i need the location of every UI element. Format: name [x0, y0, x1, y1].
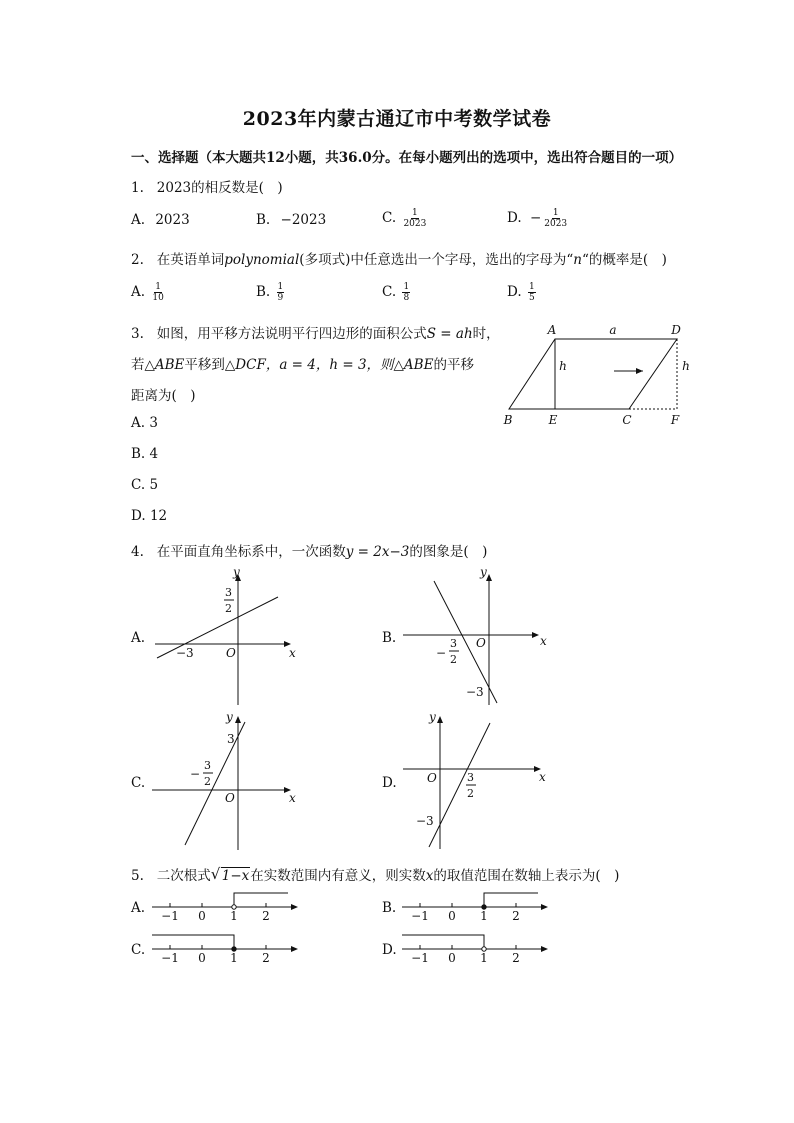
solution-ray [152, 935, 234, 949]
q4-option-c-label: C. [131, 775, 146, 791]
option-label: C. [131, 477, 146, 493]
tick-den: 2 [467, 787, 474, 800]
tick-label: 1 [480, 909, 488, 923]
tick-den: 2 [450, 653, 457, 666]
origin-label: O [427, 771, 437, 785]
minus-sign: − [529, 210, 542, 226]
label-h-right: h [682, 359, 690, 373]
tick-den: 2 [204, 775, 211, 788]
label-h-left: h [559, 359, 567, 373]
fraction: $\frac{1}{2023}$ [544, 208, 568, 229]
tick-y-intercept: −3 [416, 814, 434, 828]
question-number: 2. [131, 252, 144, 268]
parallelogram [509, 339, 677, 409]
question-number: 5. [131, 868, 144, 884]
tick-label: 2 [262, 951, 270, 965]
fraction: $\frac{1}{5}$ [528, 282, 535, 303]
variable: x [425, 868, 434, 884]
tick-num: 3 [225, 586, 232, 599]
label-B: B [503, 413, 513, 427]
option-text: 3 [149, 415, 158, 431]
q2-option-d [507, 282, 536, 303]
stem-part: 平移到 [184, 357, 225, 373]
stem-part: 如图，用平移方法说明平行四边形的面积公式 [156, 326, 427, 342]
option-text: 12 [149, 508, 168, 524]
tick-num: 3 [450, 637, 457, 650]
q5-option-d-label: D. [382, 942, 397, 958]
option-label: D. [507, 210, 522, 226]
x-label: x [539, 770, 546, 784]
y-axis-arrow [437, 716, 443, 723]
stem-part: (多项式)中任意选出一个字母，选出的字母为“ [299, 252, 574, 268]
option-text: 2023 [155, 212, 190, 228]
fraction: $\frac{1}{10}$ [152, 282, 164, 303]
stem-part: 的平移 [433, 357, 474, 373]
option-label: C. [382, 284, 397, 300]
triangle: △ABE [144, 357, 185, 373]
q5-option-a-label: A. [131, 900, 146, 916]
question-3-line-3: 距离为( ) [131, 388, 196, 404]
number-line-a [150, 886, 300, 926]
q2-option-b [256, 282, 284, 303]
origin-label: O [476, 636, 486, 650]
x-label: x [289, 646, 296, 660]
arrow-head [636, 368, 643, 374]
open-point [482, 947, 486, 951]
y-label: y [226, 710, 233, 724]
tick-num: 3 [204, 759, 211, 772]
option-label: B. [131, 446, 146, 462]
stem-part: 的图象是( ) [409, 544, 488, 560]
label-C: C [622, 413, 632, 427]
q3-option-d [131, 508, 167, 524]
number-line-arrow [541, 904, 548, 910]
fraction: $\frac{1}{9}$ [277, 282, 284, 303]
y-label: y [233, 565, 240, 579]
q4-option-b-label: B. [382, 630, 397, 646]
q4-option-a-label: A. [131, 630, 146, 646]
q4-option-d-label: D. [382, 775, 397, 791]
number-line-c [150, 928, 300, 968]
question-number: 3. [131, 326, 144, 342]
question-2 [131, 248, 667, 268]
tick-label: 2 [512, 951, 520, 965]
triangle: △ABE [393, 357, 434, 373]
closed-point [232, 947, 236, 951]
q4-graph-a [150, 563, 310, 708]
option-label: B. [256, 212, 271, 228]
q5-option-b-label: B. [382, 900, 397, 916]
question-4 [131, 540, 487, 560]
question-number: 4. [131, 544, 144, 560]
tick-label: 0 [448, 909, 456, 923]
label-E: E [548, 413, 558, 427]
y-axis-arrow [235, 716, 241, 723]
formula: S = ah [426, 326, 473, 342]
q4-graph-b [400, 563, 560, 708]
negative-sign: − [436, 646, 447, 660]
stem-part: 二次根式 [156, 868, 211, 884]
function-line [185, 722, 245, 845]
y-label: y [480, 565, 487, 579]
option-label: D. [507, 284, 522, 300]
question-1 [131, 176, 283, 196]
question-3-line-2 [131, 353, 474, 373]
tick-label: 0 [198, 951, 206, 965]
math-letter: n [573, 252, 582, 268]
tick-label: 2 [512, 909, 520, 923]
label-A: A [547, 323, 557, 337]
label-F: F [670, 413, 680, 427]
number-line-arrow [291, 904, 298, 910]
number-line-d [400, 928, 550, 968]
square-root: √ 1−x [210, 865, 250, 884]
solution-ray [234, 893, 288, 907]
open-point [232, 905, 236, 909]
stem-part: 在英语单词 [156, 252, 225, 268]
question-stem: 2023的相反数是( ) [156, 180, 283, 196]
q1-option-a [131, 212, 190, 228]
negative-sign: − [190, 767, 201, 781]
option-label: C. [382, 210, 397, 226]
page-title: 2023年内蒙古通辽市中考数学试卷 [242, 108, 552, 130]
tick-label: 0 [198, 909, 206, 923]
q1-option-b [256, 212, 326, 228]
question-5 [131, 864, 619, 884]
fraction: $\frac{1}{2023}$ [403, 208, 427, 229]
q5-option-c-label: C. [131, 942, 146, 958]
q3-option-c [131, 477, 158, 493]
tick-label: 1 [230, 951, 238, 965]
option-label: B. [256, 284, 271, 300]
option-label: A. [131, 284, 146, 300]
triangle: △DCF [224, 357, 266, 373]
function: y = 2x−3 [345, 544, 410, 560]
option-text: 5 [149, 477, 159, 493]
tick-num: 3 [467, 771, 474, 784]
number-line-arrow [541, 946, 548, 952]
option-label: A. [131, 212, 146, 228]
label-D: D [671, 323, 681, 337]
stem-part: 在平面直角坐标系中，一次函数 [156, 544, 346, 560]
tick-y-intercept: −3 [466, 685, 484, 699]
solution-ray [402, 935, 484, 949]
x-label: x [289, 791, 296, 805]
tick-y-intercept: 3 [227, 732, 235, 746]
stem-part: 时， [472, 326, 500, 342]
origin-label: O [225, 791, 235, 805]
tick-label: 2 [262, 909, 270, 923]
y-label: y [429, 710, 436, 724]
fraction: $\frac{1}{8}$ [403, 282, 410, 303]
tick-label: 1 [230, 909, 238, 923]
q2-option-c [382, 282, 410, 303]
stem-part: “的概率是( ) [581, 252, 667, 268]
tick-x-intercept: −3 [176, 646, 194, 660]
q3-option-a [131, 415, 158, 431]
tick-label: 1 [480, 951, 488, 965]
tick-label: 0 [448, 951, 456, 965]
stem-part: 的取值范围在数轴上表示为( ) [433, 868, 620, 884]
q3-option-b [131, 446, 158, 462]
q4-graph-c [150, 707, 310, 852]
q4-graph-d [400, 707, 560, 852]
option-text: −2023 [280, 212, 327, 228]
tick-den: 2 [225, 602, 232, 615]
number-line-arrow [291, 946, 298, 952]
question-number: 1. [131, 180, 144, 196]
closed-point [482, 905, 486, 909]
label-a: a [609, 323, 617, 337]
question-3-line-1 [131, 322, 500, 342]
option-text: 4 [149, 446, 159, 462]
stem-part: 在实数范围内有意义，则实数 [250, 868, 426, 884]
q1-option-c [382, 208, 427, 229]
x-label: x [540, 634, 547, 648]
section-heading: 一、选择题（本大题共12小题，共36.0分。在每小题列出的选项中，选出符合题目的一项） [131, 150, 683, 166]
y-axis-arrow [486, 574, 492, 581]
math-word: polynomial [224, 252, 300, 268]
x-axis-arrow [532, 632, 539, 638]
origin-label: O [226, 646, 236, 660]
q2-option-a [131, 282, 165, 303]
q1-option-d [507, 208, 568, 229]
number-line-b [400, 886, 550, 926]
parallelogram-figure [495, 318, 705, 430]
radicand: 1−x [221, 868, 250, 884]
tick-label: −1 [161, 909, 179, 923]
condition: ，a = 4，h = 3，则 [265, 357, 394, 373]
option-label: D. [131, 508, 146, 524]
stem-part: 若 [131, 357, 145, 373]
tick-label: −1 [161, 951, 179, 965]
tick-label: −1 [411, 909, 429, 923]
function-line [429, 723, 490, 847]
option-label: A. [131, 415, 146, 431]
solution-ray [484, 893, 538, 907]
tick-label: −1 [411, 951, 429, 965]
